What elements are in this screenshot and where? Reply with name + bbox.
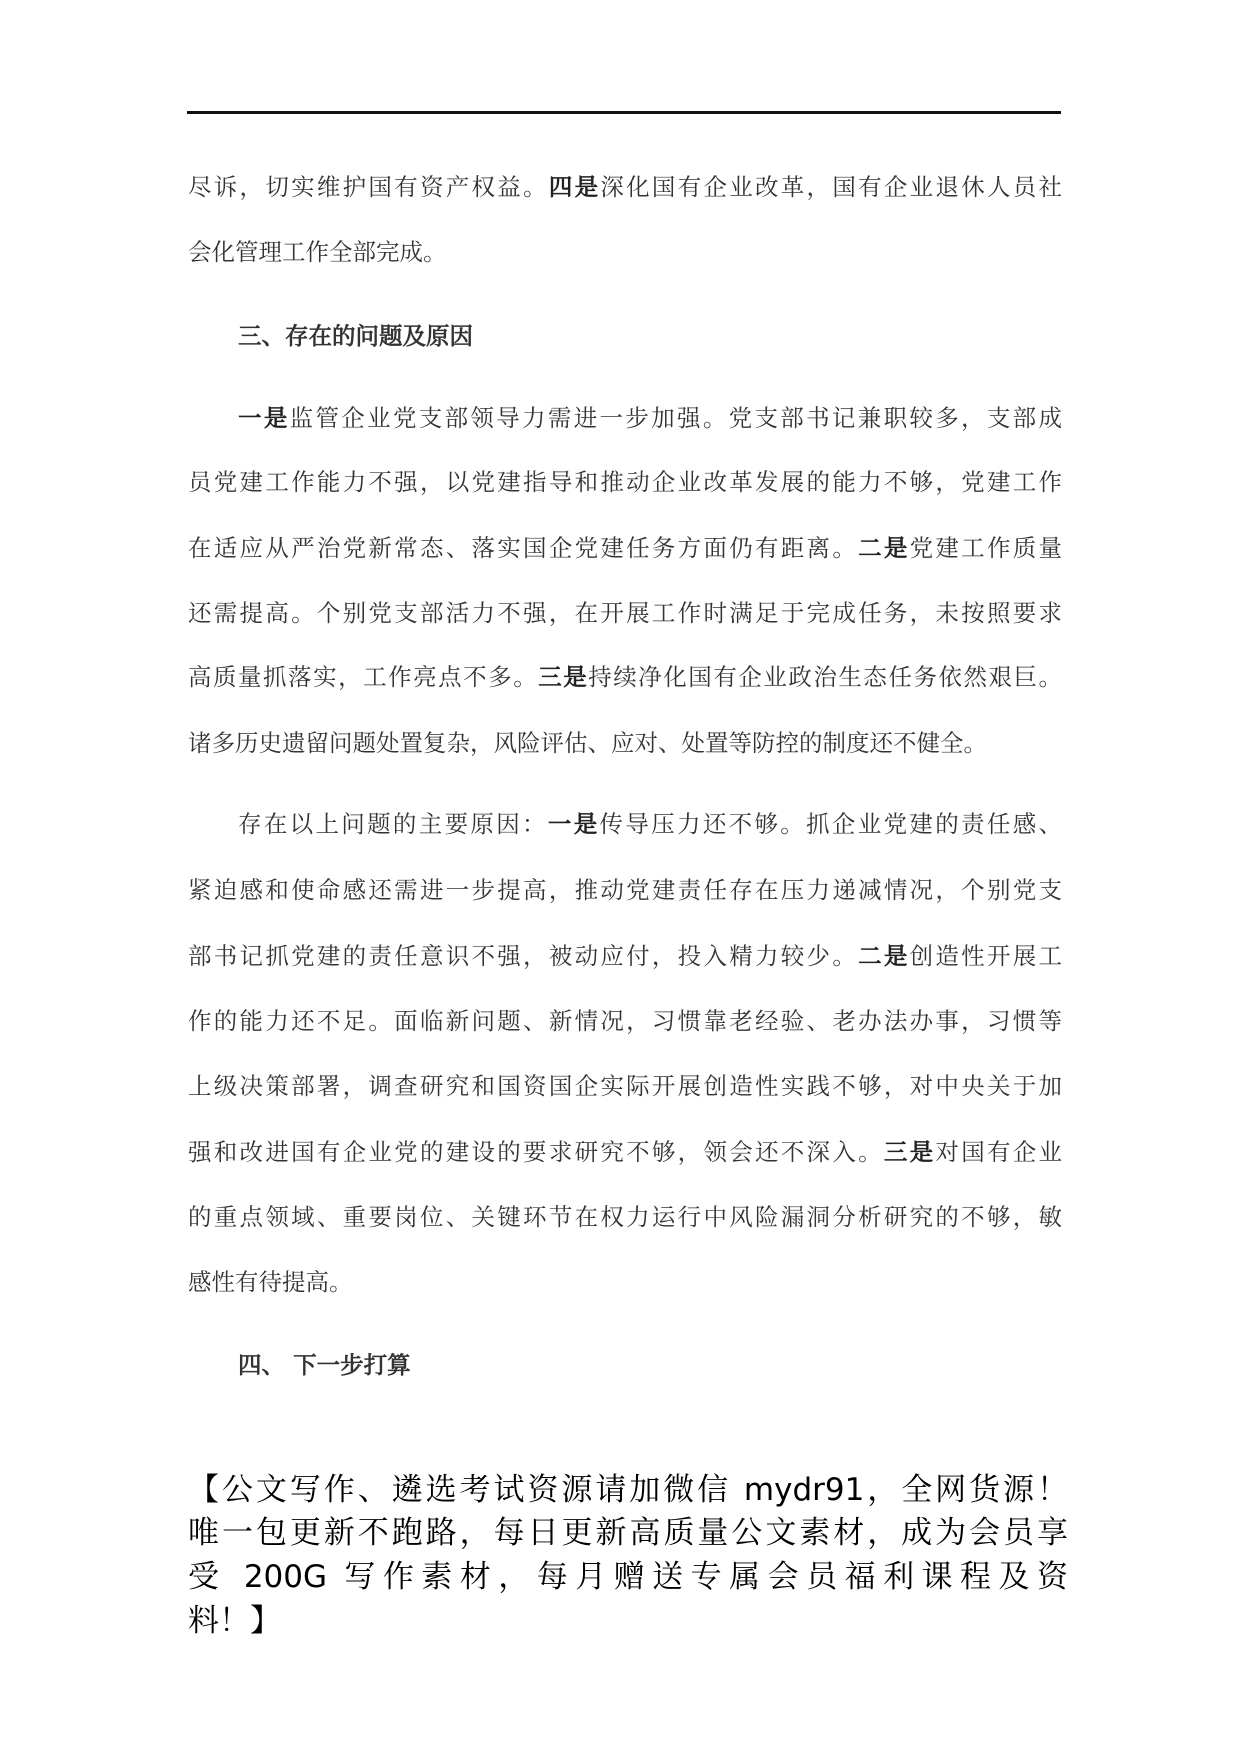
bold-text: 四、 下一步打算: [238, 1351, 411, 1379]
text: 强和改进国有企业党的建设的要求研究不够，领会还不深入。: [188, 1138, 884, 1166]
text: 深化国有企业改革，国有企业退休人员社: [600, 173, 1063, 201]
bold-text: 三、存在的问题及原因: [238, 322, 473, 350]
paragraph-line: [188, 1006, 1062, 1036]
text: 诸多历史遗留问题处置复杂，风险评估、应对、处置等防控的制度还不健全。: [188, 729, 987, 757]
bold-text: 一是: [238, 404, 290, 432]
text: 会化管理工作全部完成。: [188, 238, 447, 266]
text: 紧迫感和使命感还需进一步提高，推动党建责任存在压力递减情况，个别党支: [188, 876, 1062, 904]
paragraph-line: [188, 237, 1062, 267]
promo-line: 料！】: [188, 1603, 281, 1639]
text: 党建工作质量: [909, 534, 1063, 562]
text: 作的能力还不足。面临新问题、新情况，习惯靠老经验、老办法办事，习惯等: [188, 1007, 1062, 1035]
text: 部书记抓党建的责任意识不强，被动应付，投入精力较少。: [188, 942, 859, 970]
paragraph-line: [188, 662, 1062, 692]
bold-text: 二是: [858, 534, 910, 562]
text: 的重点领域、重要岗位、关键环节在权力运行中风险漏洞分析研究的不够，敏: [188, 1203, 1062, 1231]
promo-line: 唯一包更新不跑路，每日更新高质量公文素材，成为会员享: [188, 1515, 1068, 1551]
text: 监管企业党支部领导力需进一步加强。党支部书记兼职较多，支部成: [289, 404, 1063, 432]
text: 上级决策部署，调查研究和国资国企实际开展创造性实践不够，对中央关于加: [188, 1072, 1062, 1100]
paragraph-line: [188, 809, 1062, 839]
text: 传导压力还不够。抓企业党建的责任感、: [599, 810, 1063, 838]
paragraph-line: [188, 1137, 1062, 1167]
paragraph-line: [188, 1267, 1062, 1297]
text: 在适应从严治党新常态、落实国企党建任务方面仍有距离。: [188, 534, 859, 562]
text: 持续净化国有企业政治生态任务依然艰巨。: [588, 663, 1063, 691]
text: 感性有待提高。: [188, 1268, 353, 1296]
paragraph-line: [188, 1202, 1062, 1232]
section-heading: [188, 321, 1062, 351]
bold-text: 二是: [858, 942, 910, 970]
promo-line: 【公文写作、遴选考试资源请加微信 mydr91，全网货源！: [188, 1472, 1068, 1508]
text: 高质量抓落实，工作亮点不多。: [188, 663, 539, 691]
header-rule: [187, 111, 1061, 114]
paragraph-line: [188, 875, 1062, 905]
bold-text: 三是: [883, 1138, 936, 1166]
section-heading: [188, 1350, 1062, 1380]
paragraph-line: [188, 172, 1062, 202]
paragraph-line: [188, 403, 1062, 433]
text: 创造性开展工: [909, 942, 1063, 970]
paragraph-line: [188, 1071, 1062, 1101]
bold-text: 三是: [538, 663, 589, 691]
paragraph-line: [188, 941, 1062, 971]
paragraph-line: [188, 533, 1062, 563]
bold-text: 一是: [547, 810, 600, 838]
promo-line: 受 200G 写作素材，每月赠送专属会员福利课程及资: [188, 1559, 1068, 1595]
paragraph-line: [188, 467, 1062, 497]
text: 存在以上问题的主要原因：: [238, 810, 548, 838]
paragraph-line: [188, 728, 1062, 758]
text: 还需提高。个别党支部活力不强，在开展工作时满足于完成任务，未按照要求: [188, 599, 1062, 627]
text: 对国有企业: [935, 1138, 1063, 1166]
paragraph-line: [188, 598, 1062, 628]
text: 员党建工作能力不强，以党建指导和推动企业改革发展的能力不够，党建工作: [188, 468, 1062, 496]
bold-text: 四是: [548, 173, 601, 201]
text: 尽诉，切实维护国有资产权益。: [188, 173, 549, 201]
